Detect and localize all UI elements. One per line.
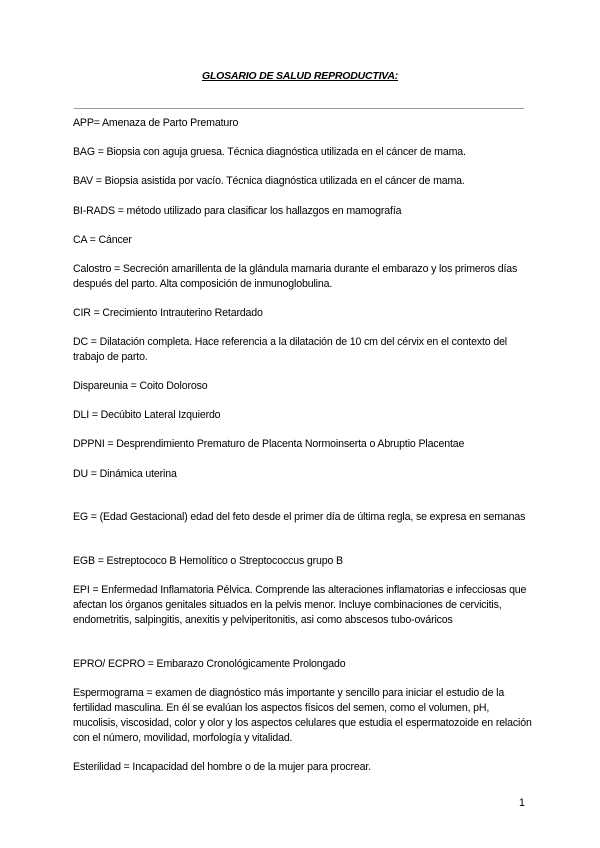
glossary-entry-ca: CA = Cáncer bbox=[73, 234, 132, 246]
glossary-entry-bi-rads: BI-RADS = método utilizado para clasificar los hallazgos en mamografía bbox=[73, 205, 402, 217]
glossary-entry-dc: DC = Dilatación completa. Hace referencia a la dilatación de 10 cm del cérvix en el contexto del trabajo de parto. bbox=[73, 336, 508, 363]
glossary-entry-calostro: Calostro = Secreción amarillenta de la glándula mamaria durante el embarazo y los primeros días después del parto. Alta composición de inmunoglobulina. bbox=[73, 263, 518, 290]
glossary-entry-epro: EPRO/ ECPRO = Embarazo Cronológicamente Prolongado bbox=[73, 658, 346, 670]
glossary-entry-egb: EGB = Estreptococo B Hemolítico o Streptococcus grupo B bbox=[73, 555, 343, 567]
glossary-entry-espermograma: Espermograma = examen de diagnóstico más importante y sencillo para iniciar el estudio de la fertilidad masculina. En él se evalúan los aspectos físicos del semen, como el volumen, pH, mucolisis, viscosidad, color y olor y los aspectos celulares que estudia el espermatozoide en relación con el número, movilidad, morfología y vitalidad. bbox=[73, 687, 532, 744]
glossary-entry-app: APP= Amenaza de Parto Prematuro bbox=[73, 117, 239, 129]
glossary-entry-cir: CIR = Crecimiento Intrauterino Retardado bbox=[73, 307, 263, 319]
glossary-entry-eg: EG = (Edad Gestacional) edad del feto desde el primer día de última regla, se expresa en semanas bbox=[73, 511, 526, 523]
glossary-entry-bav: BAV = Biopsia asistida por vacío. Técnica diagnóstica utilizada en el cáncer de mama. bbox=[73, 175, 465, 187]
page-number: 1 bbox=[519, 797, 525, 809]
document-title: GLOSARIO DE SALUD REPRODUCTIVA: bbox=[201, 70, 399, 82]
glossary-entry-du: DU = Dinámica uterina bbox=[73, 468, 177, 480]
glossary-entry-esterilidad: Esterilidad = Incapacidad del hombre o de la mujer para procrear. bbox=[73, 761, 371, 773]
title-divider bbox=[74, 108, 524, 109]
glossary-entry-epi: EPI = Enfermedad Inflamatoria Pélvica. Comprende las alteraciones inflamatorias e infecciosas que afectan los órganos genitales situados en la pelvis menor. Incluye combinaciones de cervicitis, endometritis, salpingitis, anexitis y pelviperitonitis, asi como abscesos tubo-ováricos bbox=[73, 584, 527, 626]
glossary-entry-dispareunia: Dispareunia = Coito Doloroso bbox=[73, 380, 208, 392]
glossary-entry-dli: DLI = Decúbito Lateral Izquierdo bbox=[73, 409, 221, 421]
glossary-entry-bag: BAG = Biopsia con aguja gruesa. Técnica diagnóstica utilizada en el cáncer de mama. bbox=[73, 146, 466, 158]
glossary-entry-dppni: DPPNI = Desprendimiento Prematuro de Placenta Normoinserta o Abruptio Placentae bbox=[73, 438, 465, 450]
